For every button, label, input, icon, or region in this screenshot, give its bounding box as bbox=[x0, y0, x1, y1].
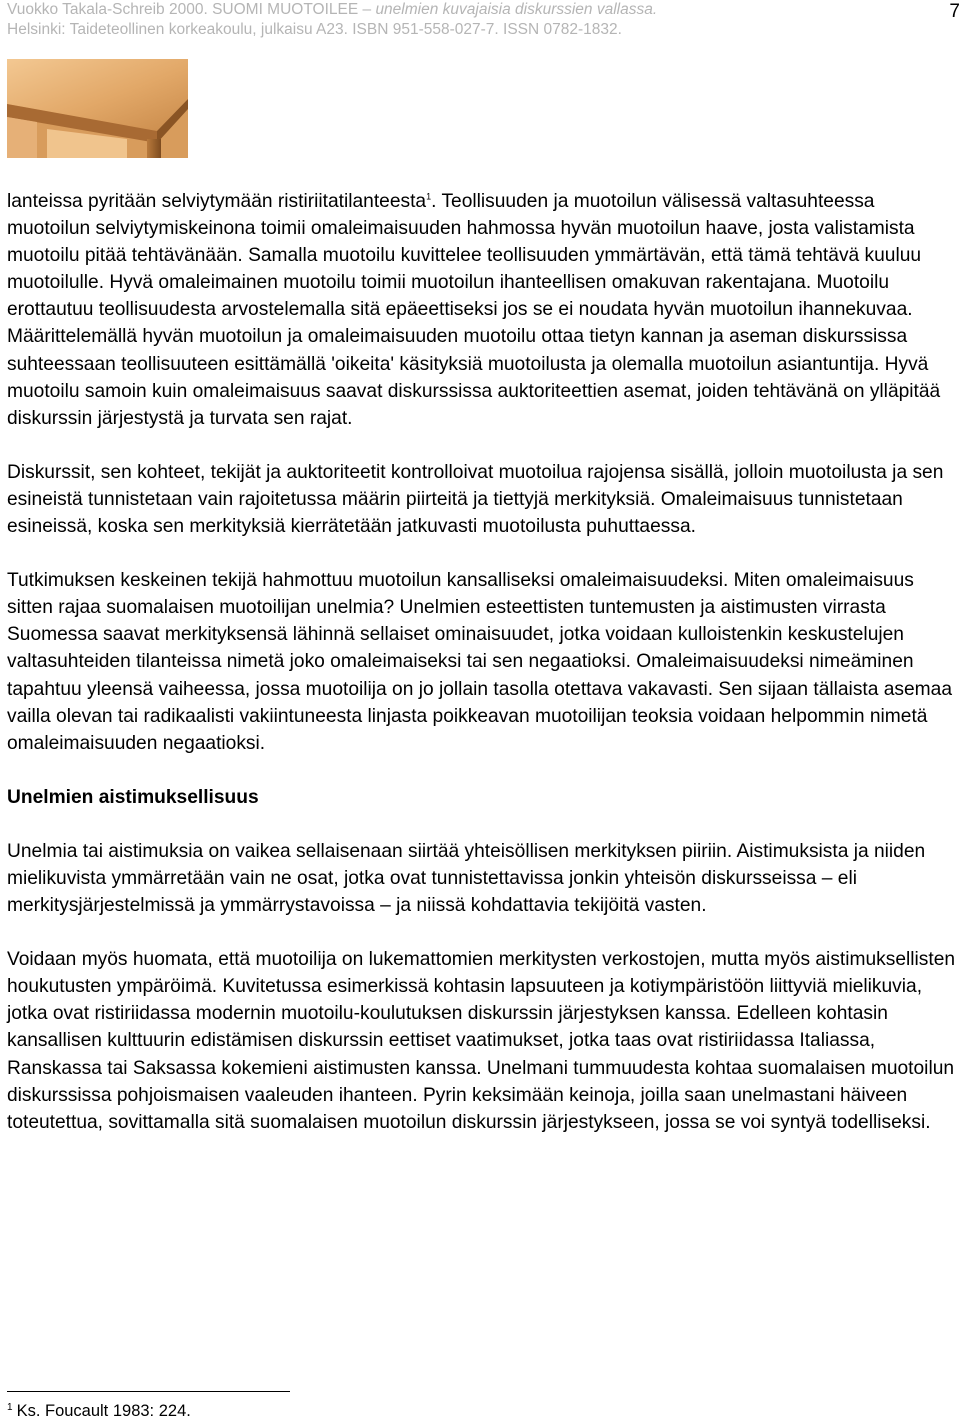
page-number: 7 bbox=[949, 1, 960, 22]
paragraph-1-rest: . Teollisuuden ja muotoilun välisessä valtasuhteessa muotoilun selviytymiskeinona toimii omaleimaisuuden hahmossa hyvän muotoilun haave, josta valistamista muotoilu pitää tehtävänään. Samalla muotoilu kuvittelee teollisuuden ymmärtävän, että tämä tehtävä kuuluu muotoilulle. Hyvä omaleimainen muotoilu toimii muotoilun ihanteellisen omakuvan rakentajana. Muotoilu erottautuu teollisuudesta arvostelemalla sitä epäeettiseksi jos se ei noudata hyvän muotoilun ihannekuvaa. Määrittelemällä hyvän muotoilun ja omaleimaisuuden muotoilu ottaa tietyn kannan ja aseman diskurssissa suhteessaan teollisuuteen esittämällä 'oikeita' käsityksiä muotoilusta ja olemalla muotoilun asiantuntija. Hyvä muotoilu samoin kuin omaleimaisuus saavat diskurssissa auktoriteettien asemat, joiden tehtävänä on ylläpitää diskurssin järjestystä ja turvata sen rajat. bbox=[7, 191, 941, 429]
footnote bbox=[7, 1401, 191, 1421]
footnote-divider bbox=[7, 1391, 290, 1392]
paragraph-5: Voidaan myös huomata, että muotoilija on lukemattomien merkitysten verkostojen, mutta myös aistimuksellisten houkutusten ympäröimä. Kuvitetussa esimerkissä kohtasin lapsuuteen ja kotiympäristöön liittyviä mielikuvia, jotka ovat ristiriidassa modernin muotoilu-koulutuksen diskurssin järjestyksen kanssa. Edelleen kohtasin kansallisen kulttuurin edistämisen diskurssin eettiset vaatimukset, jotka taas ovat ristiriidassa Italiassa, Ranskassa tai Saksassa kokemieni aistimusten kanssa. Unelmani tummuudesta kohtaa suomalaisen muotoilun diskurssissa pohjoismaisen vaaleuden ihanteen. Pyrin keksimään keinoja, joilla saan unelmastani häiveen toteutettua, sovittamalla sitä suomalaisen muotoilun diskurssin järjestykseen, jossa se voi syntyä todelliseksi. bbox=[7, 949, 956, 1133]
document-body bbox=[7, 188, 957, 1136]
section-heading: Unelmien aistimuksellisuus bbox=[7, 786, 259, 808]
chair-photo-fragment bbox=[7, 59, 188, 158]
header-subtitle: unelmien kuvajaisia diskurssien vallassa. bbox=[375, 1, 658, 18]
footnote-reference: 1 bbox=[426, 191, 432, 202]
paragraph-1-start: lanteissa pyritään selviytymään ristiriitatilanteesta bbox=[7, 191, 427, 212]
paragraph-3: Tutkimuksen keskeinen tekijä hahmottuu muotoilun kansalliseksi omaleimaisuudeksi. Miten omaleimaisuus sitten rajaa suomalaisen muotoilijan unelmia? Unelmien esteettisten tuntemusten ja aistimusten virrasta Suomessa saavat merkityksensä lähinnä sellaiset ominaisuudet, jotka voidaan kulloistenkin keskustelujen valtasuhteiden tilanteissa nimetä joko omaleimaiseksi tai sen negaatioksi. Omaleimaisuudeksi nimeäminen tapahtuu yleensä vaiheessa, jossa muotoilija on jo jollain tasolla otettava vakavasti. Sen sijaan tällaista asemaa vailla olevan tai radikaalisti vakiintuneesta linjasta poikkeavan muotoilijan teoksia voidaan helpommin nimetä omaleimaisuuden negaatioksi. bbox=[7, 570, 953, 754]
header-author-title: Vuokko Takala-Schreib 2000. SUOMI MUOTOILEE – bbox=[7, 1, 376, 18]
header-line-2: Helsinki: Taideteollinen korkeakoulu, julkaisu A23. ISBN 951-558-027-7. ISSN 0782-1832. bbox=[7, 21, 622, 38]
running-header bbox=[7, 0, 907, 40]
footnote-text: Ks. Foucault 1983: 224. bbox=[16, 1402, 191, 1420]
paragraph-2: Diskurssit, sen kohteet, tekijät ja auktoriteetit kontrolloivat muotoilua rajojensa sisällä, jolloin muotoilusta ja sen esineistä tunnistetaan vain rajoitetussa määrin piirteitä ja tiettyjä merkityksiä. Omaleimaisuus tunnistetaan esineissä, koska sen merkityksiä kierrätetään jatkuvasti muotoilusta puhuttaessa. bbox=[7, 461, 944, 538]
header-line-1 bbox=[7, 0, 907, 20]
wooden-chair-image bbox=[7, 59, 188, 158]
footnote-number: 1 bbox=[7, 1401, 13, 1413]
paragraph-4: Unelmia tai aistimuksia on vaikea sellaisenaan siirtää yhteisöllisen merkityksen piiriin. Aistimuksista ja niiden mielikuvista ymmärretään vain ne osat, jotka ovat tunnistettavissa jonkin yhteisön diskursseissa – eli merkitysjärjestelmissä ja ymmärrystavoissa – ja niissä kohdattavia tekijöitä vasten. bbox=[7, 840, 926, 917]
paragraph-1 bbox=[7, 188, 957, 432]
